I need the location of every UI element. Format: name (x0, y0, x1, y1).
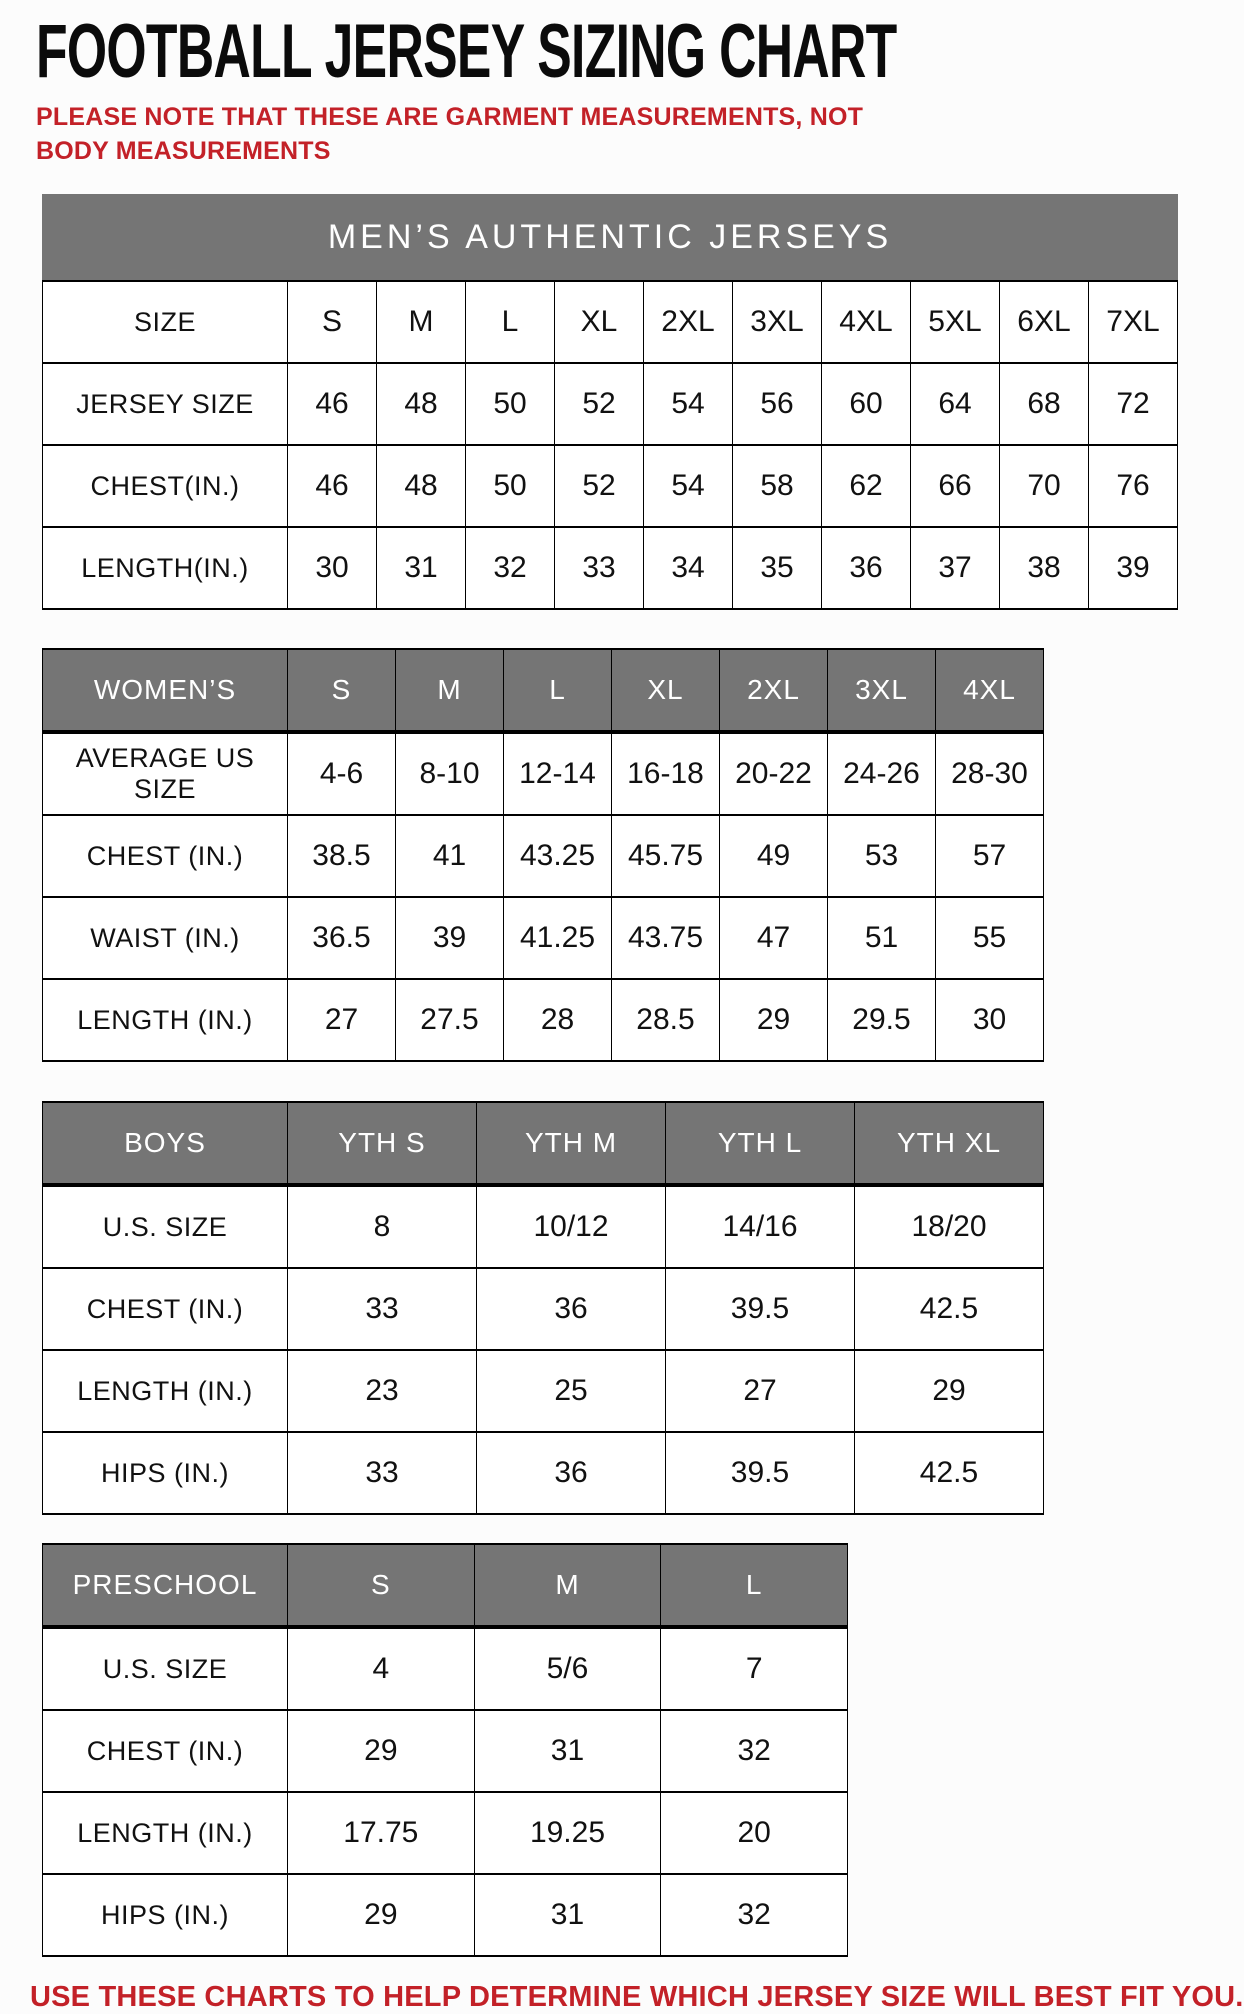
table-row (43, 979, 1044, 1061)
size-value-cell: L (504, 649, 612, 732)
row-label-cell: U.S. SIZE (43, 1627, 288, 1710)
size-value-cell: 30 (288, 527, 377, 609)
size-value-cell: 49 (720, 815, 828, 897)
size-value-cell: 48 (377, 445, 466, 527)
table-row (43, 649, 1044, 732)
size-value-cell: 50 (466, 363, 555, 445)
row-label-cell: HIPS (IN.) (43, 1874, 288, 1956)
table-row (43, 1792, 848, 1874)
size-value-cell: 76 (1089, 445, 1178, 527)
size-value-cell: S (288, 1544, 475, 1627)
table-row (43, 445, 1178, 527)
size-value-cell: 5/6 (474, 1627, 661, 1710)
size-value-cell: 33 (288, 1268, 477, 1350)
table-row (43, 1268, 1044, 1350)
womens-jerseys-table (42, 648, 1044, 1062)
size-value-cell: YTH M (477, 1102, 666, 1185)
size-value-cell: 33 (555, 527, 644, 609)
size-value-cell: 29 (288, 1874, 475, 1956)
size-value-cell: 10/12 (477, 1185, 666, 1268)
preschool-size-grid (42, 1543, 848, 1957)
preschool-jerseys-table (42, 1543, 848, 1957)
size-value-cell: 48 (377, 363, 466, 445)
size-value-cell: 8 (288, 1185, 477, 1268)
size-value-cell: 36 (477, 1268, 666, 1350)
row-label-cell: U.S. SIZE (43, 1185, 288, 1268)
mens-table-banner: MEN’S AUTHENTIC JERSEYS (42, 194, 1178, 280)
row-label-cell: CHEST(IN.) (43, 445, 288, 527)
garment-measurements-note: PLEASE NOTE THAT THESE ARE GARMENT MEASUREMENTS, NOT BODY MEASUREMENTS (36, 103, 864, 166)
size-value-cell: YTH XL (855, 1102, 1044, 1185)
size-value-cell: 36 (477, 1432, 666, 1514)
row-label-cell: HIPS (IN.) (43, 1432, 288, 1514)
size-value-cell: 39 (396, 897, 504, 979)
size-value-cell: 46 (288, 445, 377, 527)
size-value-cell: 5XL (911, 281, 1000, 363)
size-value-cell: 27.5 (396, 979, 504, 1061)
size-value-cell: 14/16 (666, 1185, 855, 1268)
size-value-cell: 72 (1089, 363, 1178, 445)
size-value-cell: 43.75 (612, 897, 720, 979)
row-label-cell: CHEST (IN.) (43, 1268, 288, 1350)
size-value-cell: 32 (661, 1874, 848, 1956)
size-value-cell: 39 (1089, 527, 1178, 609)
size-value-cell: 50 (466, 445, 555, 527)
sizing-chart-page (0, 9, 1244, 2014)
size-value-cell: 41 (396, 815, 504, 897)
size-value-cell: 25 (477, 1350, 666, 1432)
size-value-cell: XL (612, 649, 720, 732)
table-row (43, 1102, 1044, 1185)
size-value-cell: 29.5 (828, 979, 936, 1061)
size-value-cell: 29 (288, 1710, 475, 1792)
size-value-cell: 4XL (936, 649, 1044, 732)
mens-size-grid (42, 280, 1178, 610)
size-value-cell: 16-18 (612, 732, 720, 815)
size-value-cell: 39.5 (666, 1432, 855, 1514)
size-value-cell: 8-10 (396, 732, 504, 815)
size-value-cell: 54 (644, 363, 733, 445)
size-value-cell: 27 (666, 1350, 855, 1432)
row-label-cell: CHEST (IN.) (43, 1710, 288, 1792)
size-value-cell: 64 (911, 363, 1000, 445)
table-row (43, 1350, 1044, 1432)
size-value-cell: 35 (733, 527, 822, 609)
size-value-cell: 20 (661, 1792, 848, 1874)
table-row (43, 1185, 1044, 1268)
size-value-cell: 31 (377, 527, 466, 609)
size-value-cell: 3XL (828, 649, 936, 732)
row-label-cell: AVERAGE US SIZE (43, 732, 288, 815)
size-value-cell: 4-6 (288, 732, 396, 815)
table-row (43, 1710, 848, 1792)
size-value-cell: 41.25 (504, 897, 612, 979)
size-value-cell: S (288, 649, 396, 732)
page-title: FOOTBALL JERSEY SIZING CHART (36, 9, 897, 94)
size-value-cell: 70 (1000, 445, 1089, 527)
size-value-cell: 52 (555, 363, 644, 445)
row-label-cell: CHEST (IN.) (43, 815, 288, 897)
table-row (43, 1627, 848, 1710)
size-value-cell: 34 (644, 527, 733, 609)
size-value-cell: 29 (855, 1350, 1044, 1432)
size-value-cell: S (288, 281, 377, 363)
size-value-cell: 31 (474, 1874, 661, 1956)
size-value-cell: 38.5 (288, 815, 396, 897)
row-label-cell: LENGTH (IN.) (43, 979, 288, 1061)
table-row (43, 1874, 848, 1956)
size-value-cell: YTH S (288, 1102, 477, 1185)
table-row (43, 1544, 848, 1627)
row-label-cell: SIZE (43, 281, 288, 363)
size-value-cell: 54 (644, 445, 733, 527)
row-label-cell: JERSEY SIZE (43, 363, 288, 445)
row-label-cell: LENGTH (IN.) (43, 1350, 288, 1432)
size-value-cell: 56 (733, 363, 822, 445)
size-value-cell: 32 (661, 1710, 848, 1792)
size-value-cell: 60 (822, 363, 911, 445)
table-row (43, 732, 1044, 815)
table-row (43, 363, 1178, 445)
table-row (43, 527, 1178, 609)
size-value-cell: 4 (288, 1627, 475, 1710)
size-value-cell: 29 (720, 979, 828, 1061)
size-value-cell: 7XL (1089, 281, 1178, 363)
size-value-cell: 19.25 (474, 1792, 661, 1874)
size-value-cell: 32 (466, 527, 555, 609)
row-label-cell: LENGTH(IN.) (43, 527, 288, 609)
size-value-cell: L (466, 281, 555, 363)
size-value-cell: 28-30 (936, 732, 1044, 815)
footer-note: USE THESE CHARTS TO HELP DETERMINE WHICH JERSEY SIZE WILL BEST FIT YOU. (30, 1981, 1244, 2014)
size-value-cell: 53 (828, 815, 936, 897)
row-label-cell: WOMEN’S (43, 649, 288, 732)
size-value-cell: 45.75 (612, 815, 720, 897)
size-value-cell: 51 (828, 897, 936, 979)
size-value-cell: 23 (288, 1350, 477, 1432)
size-value-cell: M (377, 281, 466, 363)
womens-size-grid (42, 648, 1044, 1062)
size-value-cell: 36 (822, 527, 911, 609)
mens-authentic-jerseys-table (42, 194, 1178, 610)
size-value-cell: 52 (555, 445, 644, 527)
size-value-cell: 37 (911, 527, 1000, 609)
size-value-cell: 18/20 (855, 1185, 1044, 1268)
row-label-cell: WAIST (IN.) (43, 897, 288, 979)
size-value-cell: 27 (288, 979, 396, 1061)
size-value-cell: 7 (661, 1627, 848, 1710)
size-value-cell: XL (555, 281, 644, 363)
size-value-cell: 4XL (822, 281, 911, 363)
table-row (43, 897, 1044, 979)
size-value-cell: M (396, 649, 504, 732)
size-value-cell: 43.25 (504, 815, 612, 897)
size-value-cell: 6XL (1000, 281, 1089, 363)
size-value-cell: 55 (936, 897, 1044, 979)
boys-size-grid (42, 1101, 1044, 1515)
size-value-cell: 46 (288, 363, 377, 445)
size-value-cell: 47 (720, 897, 828, 979)
size-value-cell: 39.5 (666, 1268, 855, 1350)
size-value-cell: 28.5 (612, 979, 720, 1061)
table-row (43, 281, 1178, 363)
size-value-cell: 17.75 (288, 1792, 475, 1874)
size-value-cell: 30 (936, 979, 1044, 1061)
size-value-cell: 28 (504, 979, 612, 1061)
size-value-cell: 42.5 (855, 1432, 1044, 1514)
size-value-cell: 42.5 (855, 1268, 1044, 1350)
size-value-cell: 68 (1000, 363, 1089, 445)
size-value-cell: 38 (1000, 527, 1089, 609)
size-value-cell: L (661, 1544, 848, 1627)
size-value-cell: 31 (474, 1710, 661, 1792)
row-label-cell: LENGTH (IN.) (43, 1792, 288, 1874)
size-value-cell: 57 (936, 815, 1044, 897)
table-row (43, 815, 1044, 897)
size-value-cell: 66 (911, 445, 1000, 527)
size-value-cell: M (474, 1544, 661, 1627)
size-value-cell: 36.5 (288, 897, 396, 979)
size-value-cell: 3XL (733, 281, 822, 363)
size-value-cell: 33 (288, 1432, 477, 1514)
boys-jerseys-table (42, 1101, 1044, 1515)
size-value-cell: 62 (822, 445, 911, 527)
row-label-cell: BOYS (43, 1102, 288, 1185)
size-value-cell: 24-26 (828, 732, 936, 815)
table-row (43, 1432, 1044, 1514)
size-value-cell: 2XL (720, 649, 828, 732)
size-value-cell: 58 (733, 445, 822, 527)
size-value-cell: 12-14 (504, 732, 612, 815)
size-value-cell: YTH L (666, 1102, 855, 1185)
size-value-cell: 20-22 (720, 732, 828, 815)
size-value-cell: 2XL (644, 281, 733, 363)
row-label-cell: PRESCHOOL (43, 1544, 288, 1627)
